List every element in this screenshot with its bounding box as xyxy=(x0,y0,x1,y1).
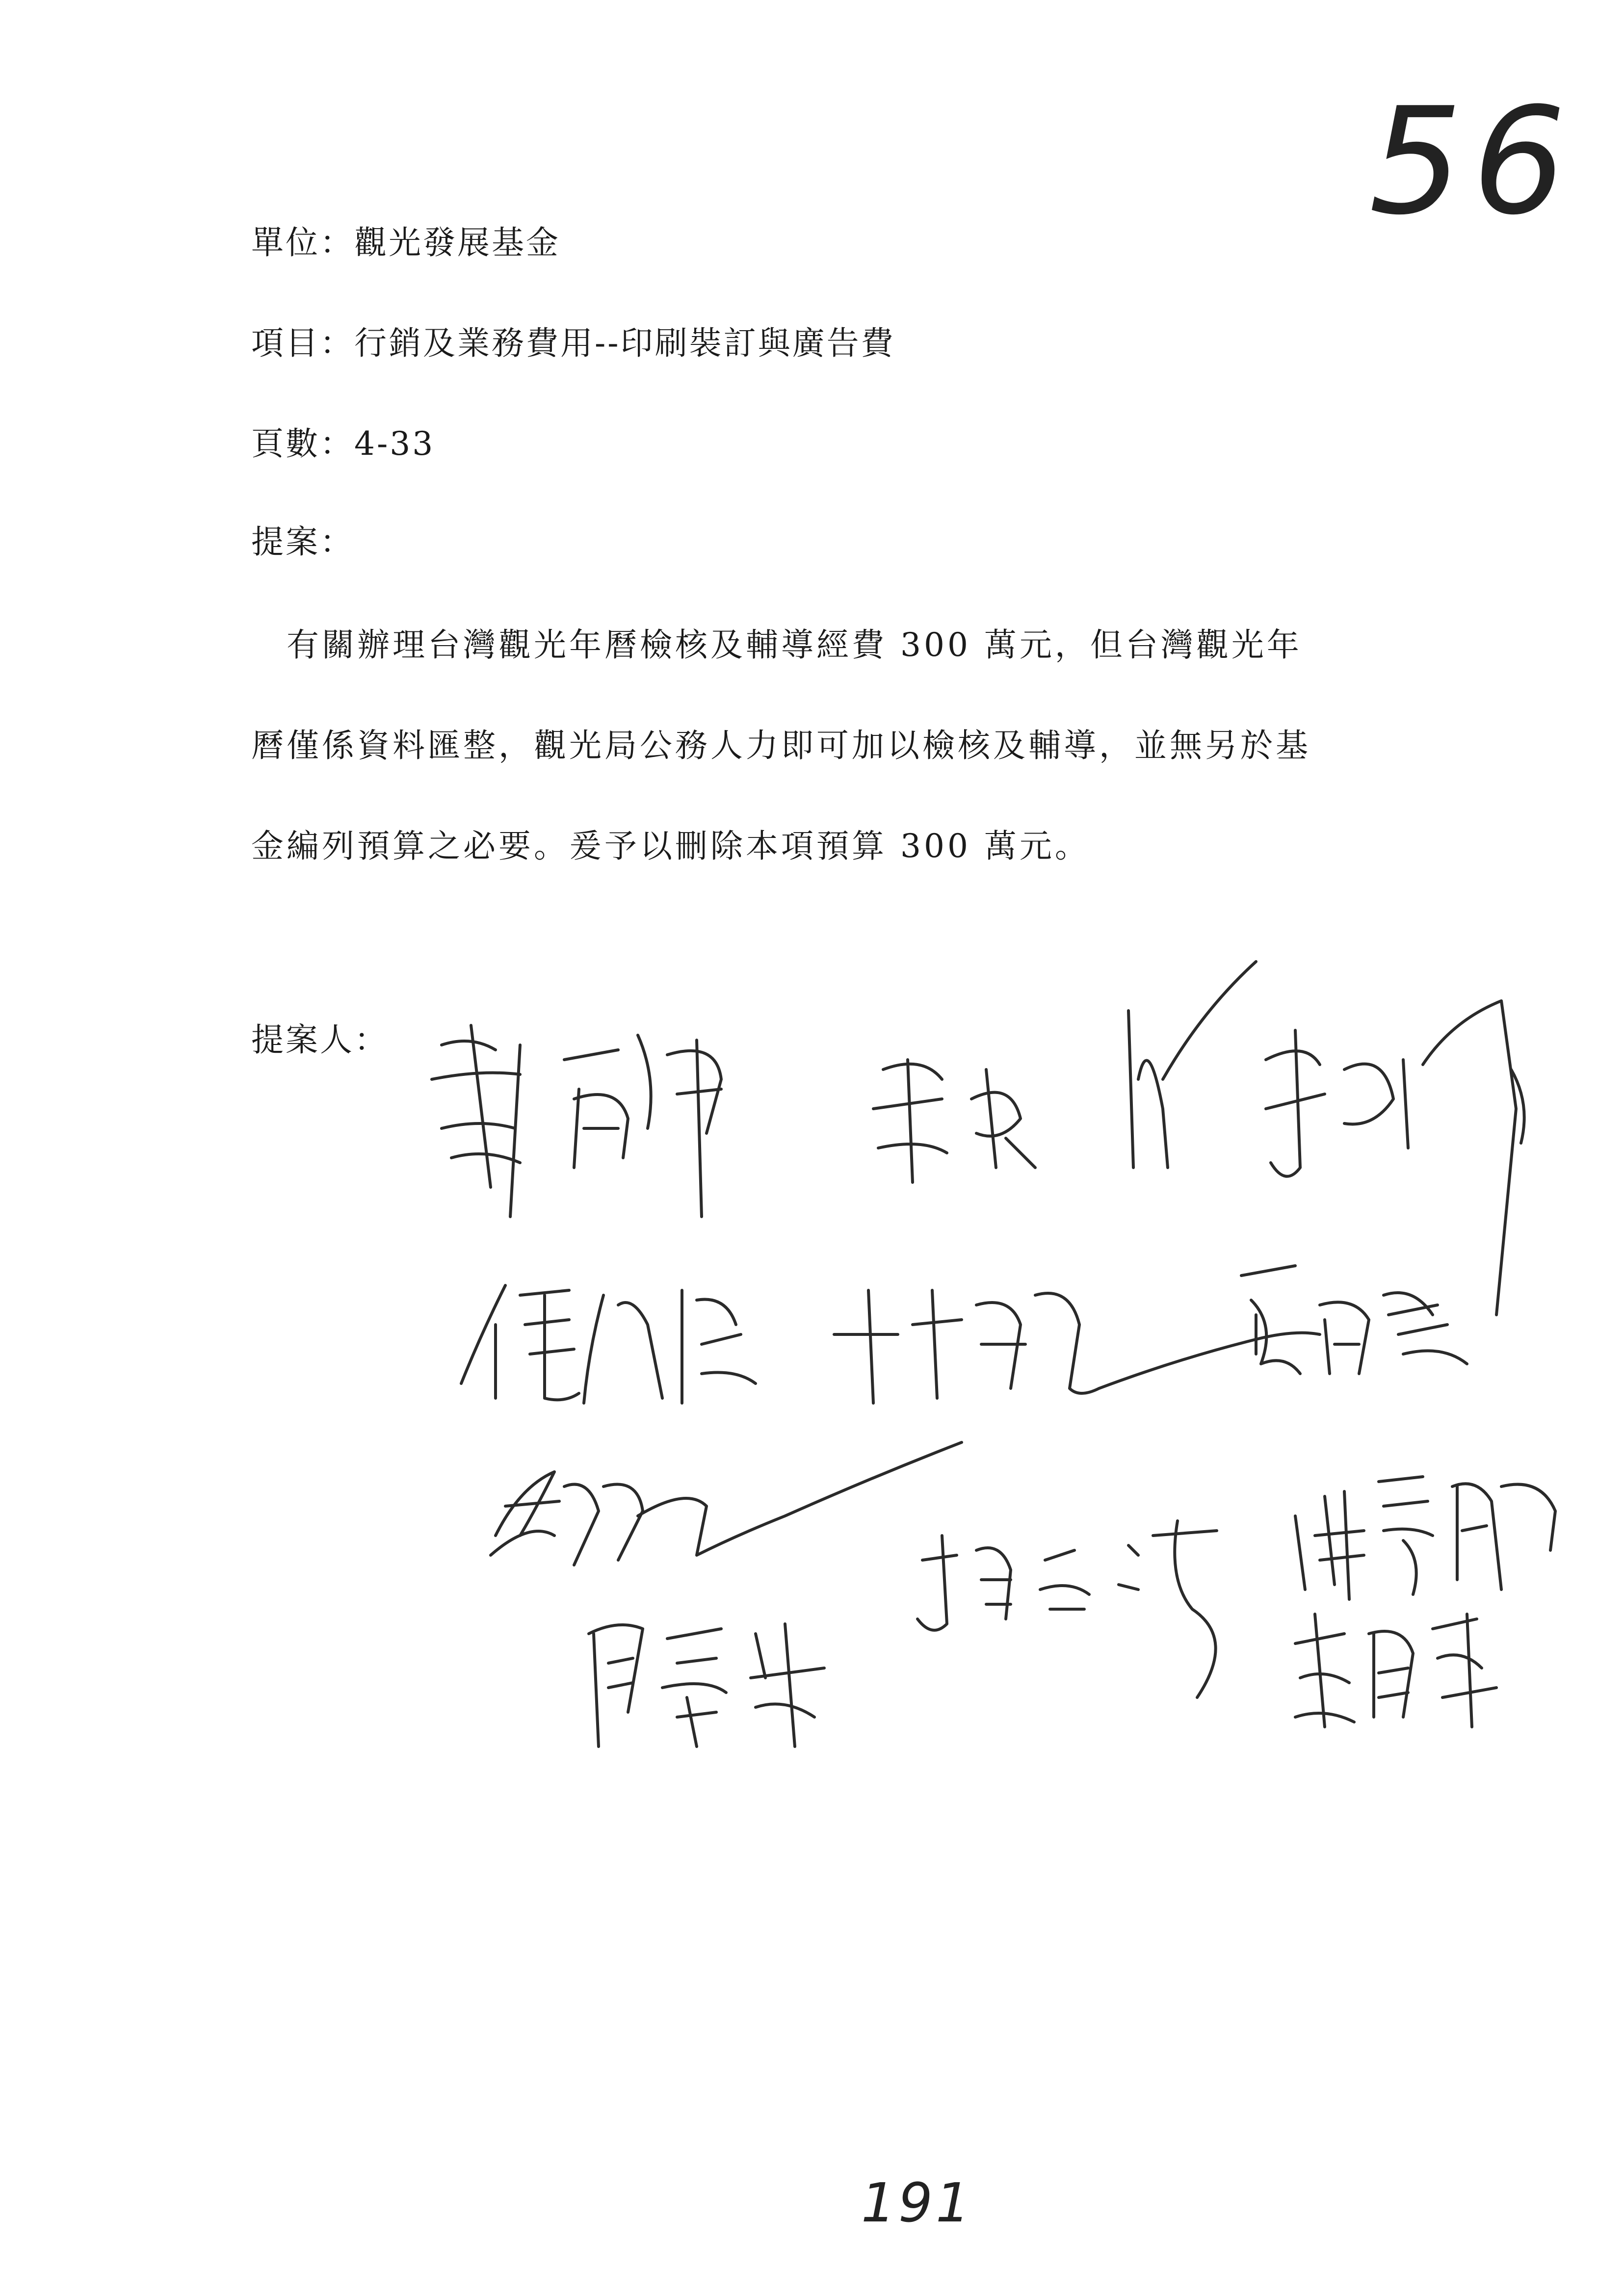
signature-7 xyxy=(1241,1266,1467,1374)
proposers-label: 提案人： xyxy=(251,1021,389,1059)
signature-3 xyxy=(1128,962,1256,1168)
signature-6 xyxy=(834,1290,1320,1403)
signature-9 xyxy=(589,1624,824,1747)
signature-2 xyxy=(873,1060,1035,1182)
signature-4 xyxy=(1266,1001,1524,1315)
proposal-text-line: 曆僅係資料匯整，觀光局公務人力即可加以檢核及輔導，並無另於基 xyxy=(251,727,1311,764)
item-line: 項目：行銷及業務費用--印刷裝訂與廣告費 xyxy=(251,324,895,362)
signature-1 xyxy=(432,1025,721,1217)
footer-page-number: 191 xyxy=(861,2171,973,2234)
signature-11 xyxy=(1295,1477,1555,1599)
signature-10 xyxy=(917,1521,1217,1697)
signature-5 xyxy=(461,1285,756,1403)
proposal-label: 提案： xyxy=(251,523,354,561)
signature-8 xyxy=(491,1442,962,1565)
unit-line: 單位：觀光發展基金 xyxy=(251,224,560,261)
signature-12 xyxy=(1295,1614,1496,1727)
handwritten-page-number: 56 xyxy=(1369,76,1576,247)
proposal-text-line: 金編列預算之必要。爰予以刪除本項預算 300 萬元。 xyxy=(251,827,1090,865)
proposal-text-line: 有關辦理台灣觀光年曆檢核及輔導經費 300 萬元，但台灣觀光年 xyxy=(251,626,1302,664)
pages-line: 頁數：4-33 xyxy=(251,425,435,463)
